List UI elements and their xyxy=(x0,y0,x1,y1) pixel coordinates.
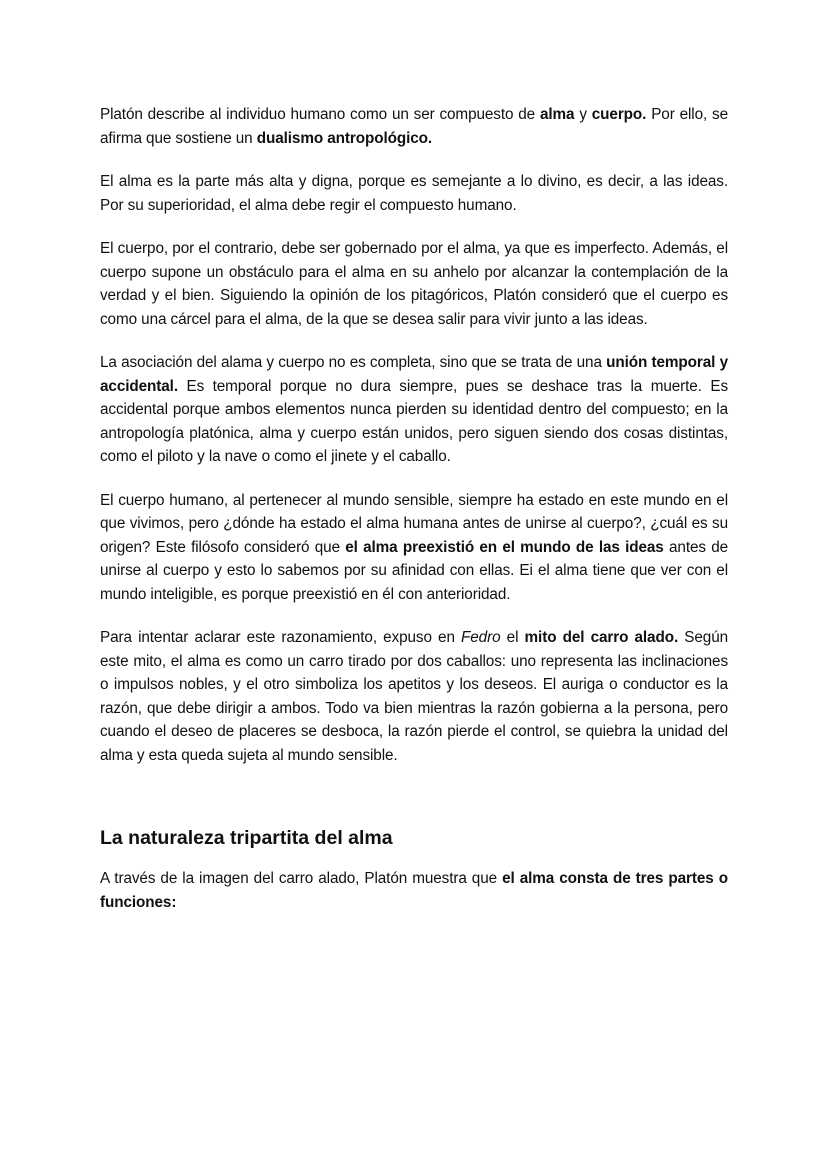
text: La asociación del alama y cuerpo no es completa, sino que se trata de una xyxy=(100,354,607,371)
bold-text: cuerpo. xyxy=(591,106,647,123)
text: Para intentar aclarar este razonamiento, expuso en xyxy=(100,629,462,646)
bold-text: el alma consta de tres partes o funciones: xyxy=(100,870,729,911)
italic-text: Fedro xyxy=(461,629,501,646)
text: antes de unirse al cuerpo y esto lo sabemos por su afinidad con ellas. Ei el alma tiene que ver con el mundo inteligible, es porque preexistió en él con anterioridad. xyxy=(100,538,729,603)
text: El alma es la parte más alta y digna, porque es semejante a lo divino, es decir, a las ideas. Por su superioridad, el alma debe regir el compuesto humano. xyxy=(100,173,728,214)
paragraph-dualism xyxy=(100,103,728,150)
paragraph-body xyxy=(100,237,728,331)
text: Según este mito, el alma es como un carro tirado por dos caballos: uno representa las inclinaciones o impulsos nobles, y el otro simboliza los apetitos y los deseos. El auriga o conductor es la razón, que debe dirigir a ambos. Todo va bien mientras la razón gobierna a la persona, pero cuando el deseo de placeres se desboca, la razón pierde el control, se quiebra la unidad del alma y esta queda sujeta al mundo sensible. xyxy=(100,629,729,764)
paragraph-preexistence xyxy=(100,489,728,607)
text: A través de la imagen del carro alado, Platón muestra que xyxy=(100,870,503,887)
bold-text: dualismo antropológico. xyxy=(256,129,433,147)
bold-text: mito del carro alado. xyxy=(524,629,679,646)
text: El cuerpo humano, al pertenecer al mundo sensible, siempre ha estado en este mundo en el que vivimos, pero ¿dónde ha estado el alma humana antes de unirse al cuerpo?, ¿cuál es su origen? Este filósofo consideró que xyxy=(100,491,728,556)
bold-text: el alma preexistió en el mundo de las ideas xyxy=(345,538,664,556)
section-heading: La naturaleza tripartita del alma xyxy=(100,827,393,849)
paragraph-union xyxy=(100,351,728,469)
paragraph-tripartite xyxy=(100,867,728,914)
text: Es temporal porque no dura siempre, pues se deshace tras la muerte. Es accidental porque ambos elementos nunca pierden su identidad dentro del compuesto; en la antropología platónica, alma y cuerpo están unidos, pero siguen siendo dos cosas distintas, como el piloto y la nave o como el jinete y el caballo. xyxy=(100,377,728,465)
text: y xyxy=(574,106,592,123)
paragraph-myth xyxy=(100,626,728,767)
text: el xyxy=(500,629,525,646)
text: Platón describe al individuo humano como un ser compuesto de xyxy=(100,106,540,123)
document-page xyxy=(100,103,728,934)
paragraph-soul xyxy=(100,170,728,217)
text: El cuerpo, por el contrario, debe ser gobernado por el alma, ya que es imperfecto. Además, el cuerpo supone un obstáculo para el alma en su anhelo por alcanzar la contemplación de la verdad y el bien. Siguiendo la opinión de los pitagóricos, Platón consideró que el cuerpo es como una cárcel para el alma, de la que se desea salir para vivir junto a las ideas. xyxy=(100,240,728,328)
bold-text: unión temporal y accidental. xyxy=(100,354,728,395)
text: Por ello, se afirma que sostiene un xyxy=(100,106,728,147)
bold-text: alma xyxy=(539,106,575,123)
